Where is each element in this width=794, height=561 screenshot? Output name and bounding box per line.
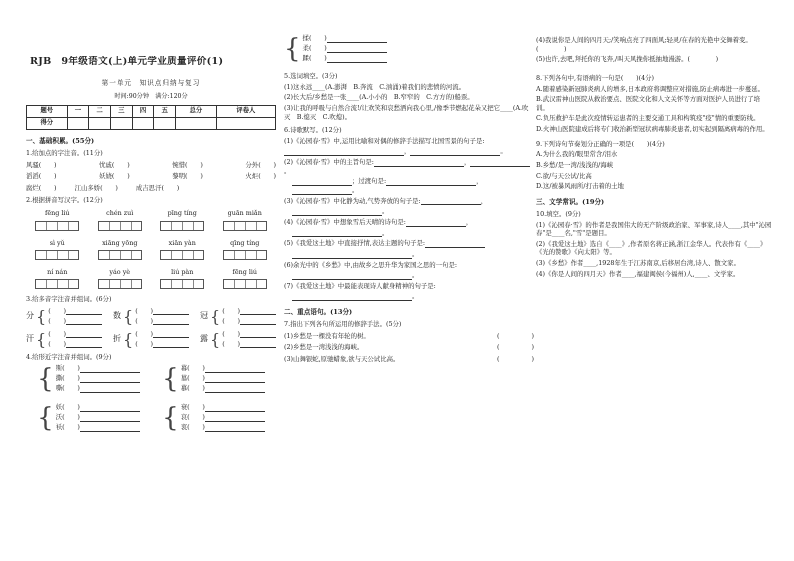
similar-char-group: { 揉( ) 柔( ) 蹂( ) <box>284 34 534 64</box>
similar-char: 墓 <box>180 374 188 383</box>
answer-paren[interactable]: ( ) <box>497 354 534 363</box>
q10-item: (4)《你是人间的四月天》作者____,福建闽侯(今福州)人,____、文学家。 <box>536 269 740 278</box>
question-2: 2.根据拼音写汉字。(12分) <box>26 195 103 204</box>
q6-item: (3)《沁园春·雪》中化静为动,气势奔放的句子是: ， <box>284 196 488 205</box>
time-info: 时间:90分钟 满分:120分 <box>114 92 188 100</box>
q8-option-c[interactable]: C.负压救护车是此次疫情转运患者的主要交通工具和构筑疫"疫"情的重要防线。 <box>536 114 760 123</box>
question-9: 9.下列诗句节奏划分正确的一项是( )(4分) <box>536 139 665 148</box>
answer-box-row <box>26 221 276 234</box>
similar-char-group: { 斯( ) 撕( ) 嘶( ) <box>37 364 140 394</box>
answer-box[interactable] <box>35 250 79 260</box>
polyphone-group: 汗 { ( ) ( ) <box>26 330 102 350</box>
polyphone-char: 分 <box>26 311 34 321</box>
answer-paren[interactable]: ( ) <box>687 55 719 64</box>
q9-option-c[interactable]: C.欲/与天公试/比高 <box>536 171 592 180</box>
pinyin: pīng tíng <box>167 209 197 218</box>
q6-item: (1)《沁园春·雪》中,运用比喻和对偶的修辞手法描写北国雪景的句子是: <box>284 136 485 145</box>
polyphone-row <box>26 327 276 350</box>
column-right <box>536 34 772 556</box>
question-8: 8.下列各句中,有语病的一句是( )(4分) <box>536 73 655 82</box>
q1-item: 风骚( ) <box>26 160 57 169</box>
q7-text: (2)乡愁是一湾浅浅的海峡。 <box>284 343 364 352</box>
similar-char-group: { 衰( ) 哀( ) 衷( ) <box>162 403 265 433</box>
q10-item: (2)《我爱这土地》选自《____》,作者原名蒋正涵,浙江金华人。代表作有《____》《光的赞歌》《向太阳》等。 <box>536 239 767 257</box>
q8-option-b[interactable]: B.武汉雷神山医院从救治要点、医院文化和人文关怀等方面对医护人员进行了培训。 <box>536 95 761 112</box>
answer-box[interactable] <box>35 221 79 231</box>
similar-char: 慕 <box>180 384 188 393</box>
score-head-cell: 三 <box>110 106 132 118</box>
pinyin: liú pàn <box>171 267 194 276</box>
polyphone-char: 折 <box>113 334 122 344</box>
q1-item: 滔滔( ) <box>26 172 57 181</box>
q6-label: (5)《我爱这土地》中直接抒情,表达主题的句子是: <box>284 239 426 248</box>
polyphone-group: 露 { ( ) ( ) <box>200 330 276 350</box>
similar-char: 哀 <box>180 413 188 422</box>
q6-answer-line[interactable]: 。 <box>284 207 534 216</box>
q6-item: ；过渡句是: ，。 <box>284 177 534 194</box>
answer-box-row <box>26 250 276 263</box>
q6-answer-line[interactable]: 。 <box>284 292 534 301</box>
similar-char: 衰 <box>180 403 188 412</box>
answer-box[interactable] <box>98 279 142 289</box>
q1-row <box>26 161 276 170</box>
answer-paren[interactable]: ( ) <box>536 44 567 53</box>
polyphone-char: 数 <box>113 311 122 321</box>
column-left <box>26 56 276 556</box>
q1-row <box>26 184 276 193</box>
answer-box[interactable] <box>223 221 267 231</box>
q1-item: 江山多娇( ) <box>74 184 118 192</box>
q7-item <box>536 36 772 53</box>
q7-item <box>536 55 772 64</box>
question-4: 4.给形近字注音并组词。(9分) <box>26 352 112 361</box>
q6-item: (4)《沁园春·雪》中想象雪后天晴的诗句是: ， <box>284 217 473 226</box>
q6-label: 过渡句是: <box>358 177 387 186</box>
score-head-cell: 总分 <box>176 106 217 118</box>
score-cell[interactable] <box>67 118 89 130</box>
similar-char-row <box>26 361 276 394</box>
similar-char: 斯 <box>55 364 63 373</box>
q5-item: (3)让我的呼吸与自然合流!/让欢笑和哀愁洒向我心里,/像季节燃起花朵又把它____(A.吹灭 B.熄灭 C.吹熄)。 <box>284 103 529 121</box>
q7-item <box>284 343 534 352</box>
similar-char: 蹂 <box>302 54 309 62</box>
polyphone-group: 冠 { ( ) ( ) <box>200 307 276 327</box>
similar-char: 沃 <box>55 413 63 422</box>
answer-box[interactable] <box>160 250 204 260</box>
similar-char-group: { 幕( ) 墓( ) 慕( ) <box>162 364 265 394</box>
answer-box[interactable] <box>160 221 204 231</box>
score-table <box>26 105 276 130</box>
brace-icon: { <box>123 329 134 349</box>
score-head-cell: 一 <box>67 106 89 118</box>
q6-answer-line[interactable]: ， 。 <box>284 147 534 156</box>
similar-char-group: { 妖( ) 沃( ) 袄( ) <box>37 403 140 433</box>
q1-item: 惋惜( ) <box>172 160 203 169</box>
score-head-cell: 五 <box>154 106 176 118</box>
q6-label: (4)《沁园春·雪》中想象雪后天晴的诗句是: <box>284 217 406 226</box>
q1-item: 火炬( ) <box>245 172 276 181</box>
score-value-row <box>27 118 276 130</box>
brace-icon: { <box>123 306 134 326</box>
similar-char: 揉 <box>302 34 309 42</box>
pinyin: sì yǔ <box>49 238 65 247</box>
score-cell: 得分 <box>27 118 68 130</box>
section-heading: 二、重点语句。(13分) <box>284 308 353 317</box>
pinyin: guān miǎn <box>227 209 262 218</box>
brace-icon: { <box>37 364 54 395</box>
answer-box[interactable] <box>223 250 267 260</box>
question-7: 7.指出下列各句所运用的修辞手法。(5分) <box>284 319 402 328</box>
score-cell[interactable] <box>216 118 275 130</box>
q1-item: 黎明( ) <box>172 172 203 181</box>
q7-text: (4)我说你是人间的四月天;/笑响点亮了四面风;轻灵/在春的光艳中交舞着变。 <box>536 36 752 44</box>
pinyin: xiān yàn <box>168 238 196 247</box>
answer-box[interactable] <box>223 279 267 289</box>
q9-option-a[interactable]: A.为什么我的/眼里常含/泪水 <box>536 150 618 159</box>
q9-option-d[interactable]: D.这/被暴风雨所/打击着的土地 <box>536 182 624 191</box>
pinyin-row <box>26 239 276 248</box>
answer-box[interactable] <box>98 221 142 231</box>
pinyin: fēng liú <box>232 267 258 276</box>
pinyin: xiāng yōng <box>102 238 138 247</box>
question-6: 6.诗歌默写。(12分) <box>284 126 342 135</box>
q8-option-d[interactable]: D.火神山医院建成后将专门收治新型冠状病毒肺炎患者,切实起到隔离病毒的作用。 <box>536 125 769 134</box>
pinyin-row <box>26 209 276 218</box>
q10-item: (3)《乡愁》作者____,1928年生于江苏南京,后移居台湾,诗人、散文家。 <box>536 259 740 268</box>
q6-item: (6)余光中的《乡愁》中,由故乡之思升华为家国之思的一句是: <box>284 260 458 269</box>
q6-item <box>284 239 534 248</box>
question-10: 10.填空。(9分) <box>536 209 581 218</box>
brace-icon: { <box>210 306 221 326</box>
score-cell[interactable] <box>110 118 132 130</box>
pinyin: fēng liú <box>44 209 70 218</box>
score-head-cell: 四 <box>132 106 154 118</box>
q7-item <box>284 355 534 364</box>
pinyin: ní nán <box>47 267 68 276</box>
q9-option-b[interactable]: B.乡愁/是一湾/浅浅的/海峡 <box>536 161 614 170</box>
section-heading: 一、基础积累。(55分) <box>26 137 95 146</box>
similar-char: 妖 <box>55 403 63 412</box>
q1-item: 妖娆( ) <box>99 172 130 181</box>
q5-item: (2)长大后/乡愁是一张____(A.小小的 B.窄窄的 C.方方的)船票。 <box>284 93 474 102</box>
pinyin-row <box>26 268 276 277</box>
polyphone-char: 冠 <box>200 311 209 321</box>
question-3: 3.给多音字注音并组词。(6分) <box>26 295 112 304</box>
page-title: RJB 9年级语文(上)单元学业质量评价(1) <box>30 56 224 67</box>
q6-item: (2)《沁园春·雪》中的主旨句是: ，。 <box>284 158 534 175</box>
q1-item: 分外( ) <box>245 160 276 169</box>
question-5: 5.选词填空。(3分) <box>284 72 338 80</box>
polyphone-group: 分 { ( ) ( ) <box>26 307 102 327</box>
similar-char: 幕 <box>180 364 188 373</box>
score-cell[interactable] <box>176 118 217 130</box>
brace-icon: { <box>284 34 301 64</box>
q10-item: (1)《沁园春·雪》的作者是我国伟大的无产阶级政治家、军事家,诗人____,其中"沁园春"是____名,"雪"是题目。 <box>536 220 772 238</box>
score-cell[interactable] <box>132 118 154 130</box>
score-cell[interactable] <box>89 118 111 130</box>
score-head-cell: 评卷人 <box>216 106 275 118</box>
section-heading: 三、文学常识。(19分) <box>536 197 605 206</box>
similar-char: 嘶 <box>55 384 63 393</box>
polyphone-group: 折 { ( ) ( ) <box>113 330 189 350</box>
answer-box[interactable] <box>98 250 142 260</box>
pinyin: qīng tíng <box>230 238 260 247</box>
similar-char: 柔 <box>302 44 309 52</box>
question-1: 1.给加点的字注音。(11分) <box>26 149 103 158</box>
brace-icon: { <box>36 306 47 326</box>
q1-item: 忧戚( ) <box>99 160 130 169</box>
similar-char: 袄 <box>55 423 63 432</box>
brace-icon: { <box>36 329 47 349</box>
unit-title: 第一单元 知识点归纳与复习 <box>101 78 201 87</box>
q1-item: 成吉思汗( ) <box>135 184 180 192</box>
q7-item <box>284 332 534 341</box>
brace-icon: { <box>210 329 221 349</box>
q8-option-a[interactable]: A.随着感染新冠肺炎病人的增多,日本政府将调整应对措施,防止病毒进一步蔓延。 <box>536 84 764 93</box>
score-cell[interactable] <box>154 118 176 130</box>
polyphone-group: 数 { ( ) ( ) <box>113 307 189 327</box>
pinyin: chén zuì <box>106 209 134 218</box>
answer-box-row <box>26 279 276 292</box>
answer-box[interactable] <box>160 279 204 289</box>
score-head-row <box>27 106 276 118</box>
polyphone-char: 汗 <box>26 334 34 344</box>
similar-char: 衷 <box>180 423 188 432</box>
similar-char: 撕 <box>55 374 63 383</box>
q1-item: 腐烂( ) <box>26 184 57 192</box>
column-middle <box>284 34 534 556</box>
answer-paren[interactable]: ( ) <box>497 343 534 352</box>
q1-row <box>26 172 276 181</box>
q6-answer-line[interactable]: 。 <box>284 250 534 259</box>
answer-paren[interactable]: ( ) <box>497 331 534 340</box>
q6-answer-line[interactable]: 。 <box>284 271 534 280</box>
q5-item: (1)这永远____(A.澎湃 B.奔流 C.汹涌)着我们的悲愤的河流。 <box>284 82 466 91</box>
similar-char-row <box>26 400 276 433</box>
q7-text: (3)山舞银蛇,原驰蜡象,欲与天公试比高。 <box>284 354 400 363</box>
q6-label: (3)《沁园春·雪》中化静为动,气势奔放的句子是: <box>284 196 421 205</box>
brace-icon: { <box>162 403 179 434</box>
score-head-cell: 题号 <box>27 106 68 118</box>
answer-box[interactable] <box>35 279 79 289</box>
q7-text: (1)乡愁是一棵没有年轮的树。 <box>284 331 370 340</box>
q7-text: (5)也许,去吧,拜托你的飞奔,/叫天风挽你抵抽地漫游。 <box>536 55 688 64</box>
score-head-cell: 二 <box>89 106 111 118</box>
brace-icon: { <box>37 403 54 434</box>
q6-item: (7)《我爱这土地》中最能表现诗人献身精神的句子是: <box>284 281 436 290</box>
polyphone-char: 露 <box>200 334 209 344</box>
polyphone-row <box>26 304 276 327</box>
q6-label: (2)《沁园春·雪》中的主旨句是: <box>284 158 374 167</box>
q6-answer-line[interactable]: 。 <box>284 229 534 238</box>
brace-icon: { <box>162 364 179 395</box>
pinyin: yáo yè <box>109 267 131 276</box>
